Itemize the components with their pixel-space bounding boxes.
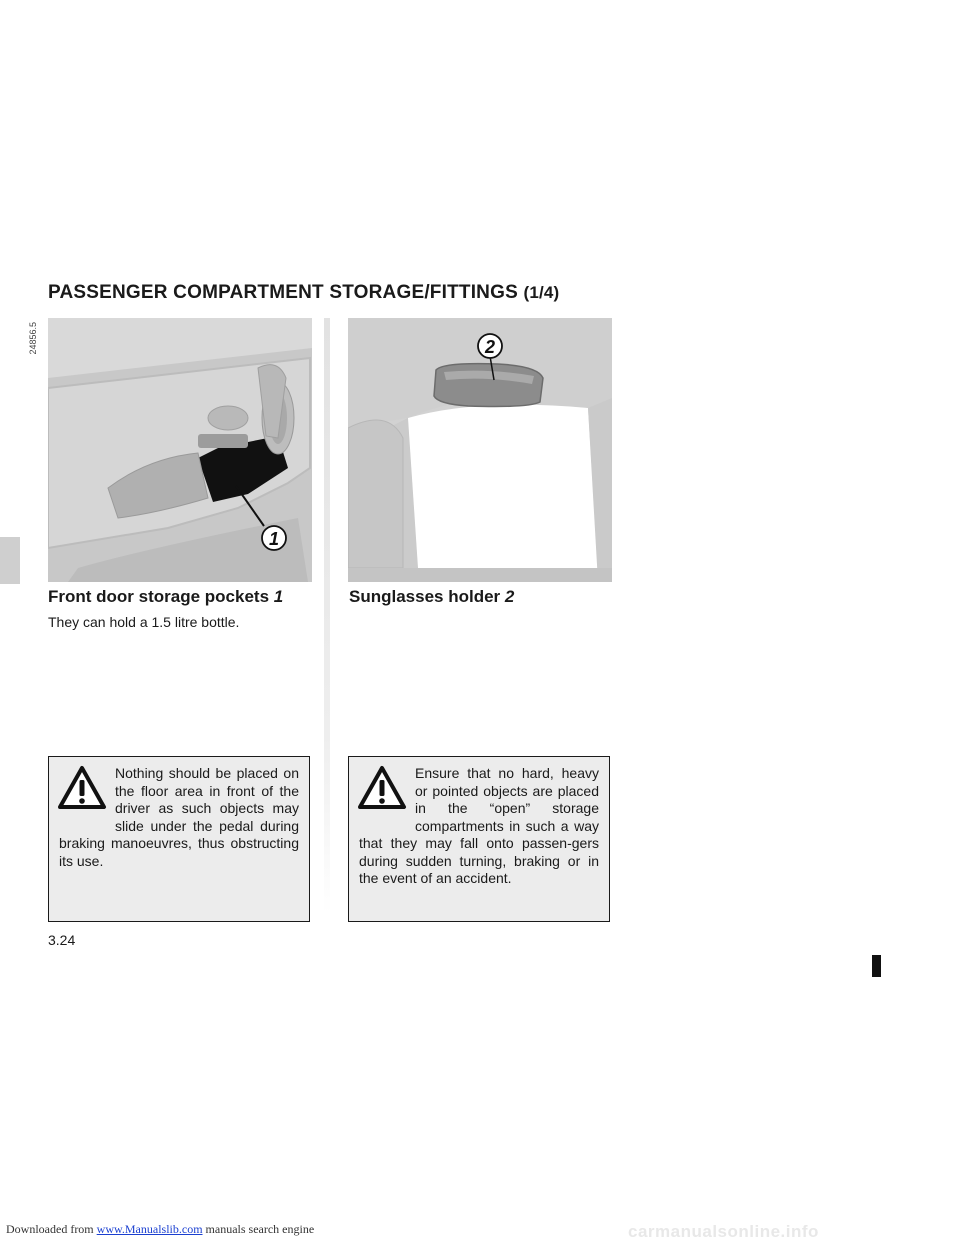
heading-text: Sunglasses holder — [349, 587, 501, 606]
banner-prefix: Downloaded from — [6, 1222, 97, 1236]
warning-text: Nothing should be placed on the floor area in front of the driver as such objects may slide under the pedal during braking manoeuvres, thus obstructing its use. — [59, 765, 299, 869]
sunglasses-holder-illustration — [348, 318, 612, 582]
callout-1: 1 — [268, 529, 280, 549]
heading-ref: 1 — [273, 587, 284, 606]
heading-ref: 2 — [504, 587, 515, 606]
banner-suffix: manuals search engine — [202, 1222, 315, 1236]
page-title — [48, 282, 559, 304]
warning-box-floor — [48, 756, 310, 922]
page-number: 3.24 — [48, 932, 76, 948]
heading-text: Front door storage pockets — [48, 587, 270, 606]
section-heading-sunglasses-holder — [349, 587, 514, 607]
warning-box-storage — [348, 756, 610, 922]
watermark: carmanualsonline.info — [628, 1222, 819, 1241]
download-banner — [6, 1222, 314, 1237]
chapter-tab — [0, 537, 20, 584]
page-title-part: (1/4) — [523, 283, 560, 302]
column-divider — [324, 318, 330, 914]
door-pocket-illustration — [48, 318, 312, 582]
manualslib-link[interactable]: www.Manualslib.com — [96, 1222, 203, 1236]
callout-2: 2 — [484, 337, 496, 357]
end-of-section-mark — [872, 955, 881, 977]
section-heading-door-pockets — [48, 587, 283, 607]
figure-ref-1: 24856.5 — [28, 322, 38, 355]
section-body-door-pockets: They can hold a 1.5 litre bottle. — [48, 614, 240, 630]
warning-text: Ensure that no hard, heavy or pointed objects are placed in the “open” storage compartments in such a way that they may fall onto passen-gers during sudden turning, braking or in the event of an accident. — [359, 765, 599, 886]
page-title-text: PASSENGER COMPARTMENT STORAGE/FITTINGS — [48, 282, 518, 303]
